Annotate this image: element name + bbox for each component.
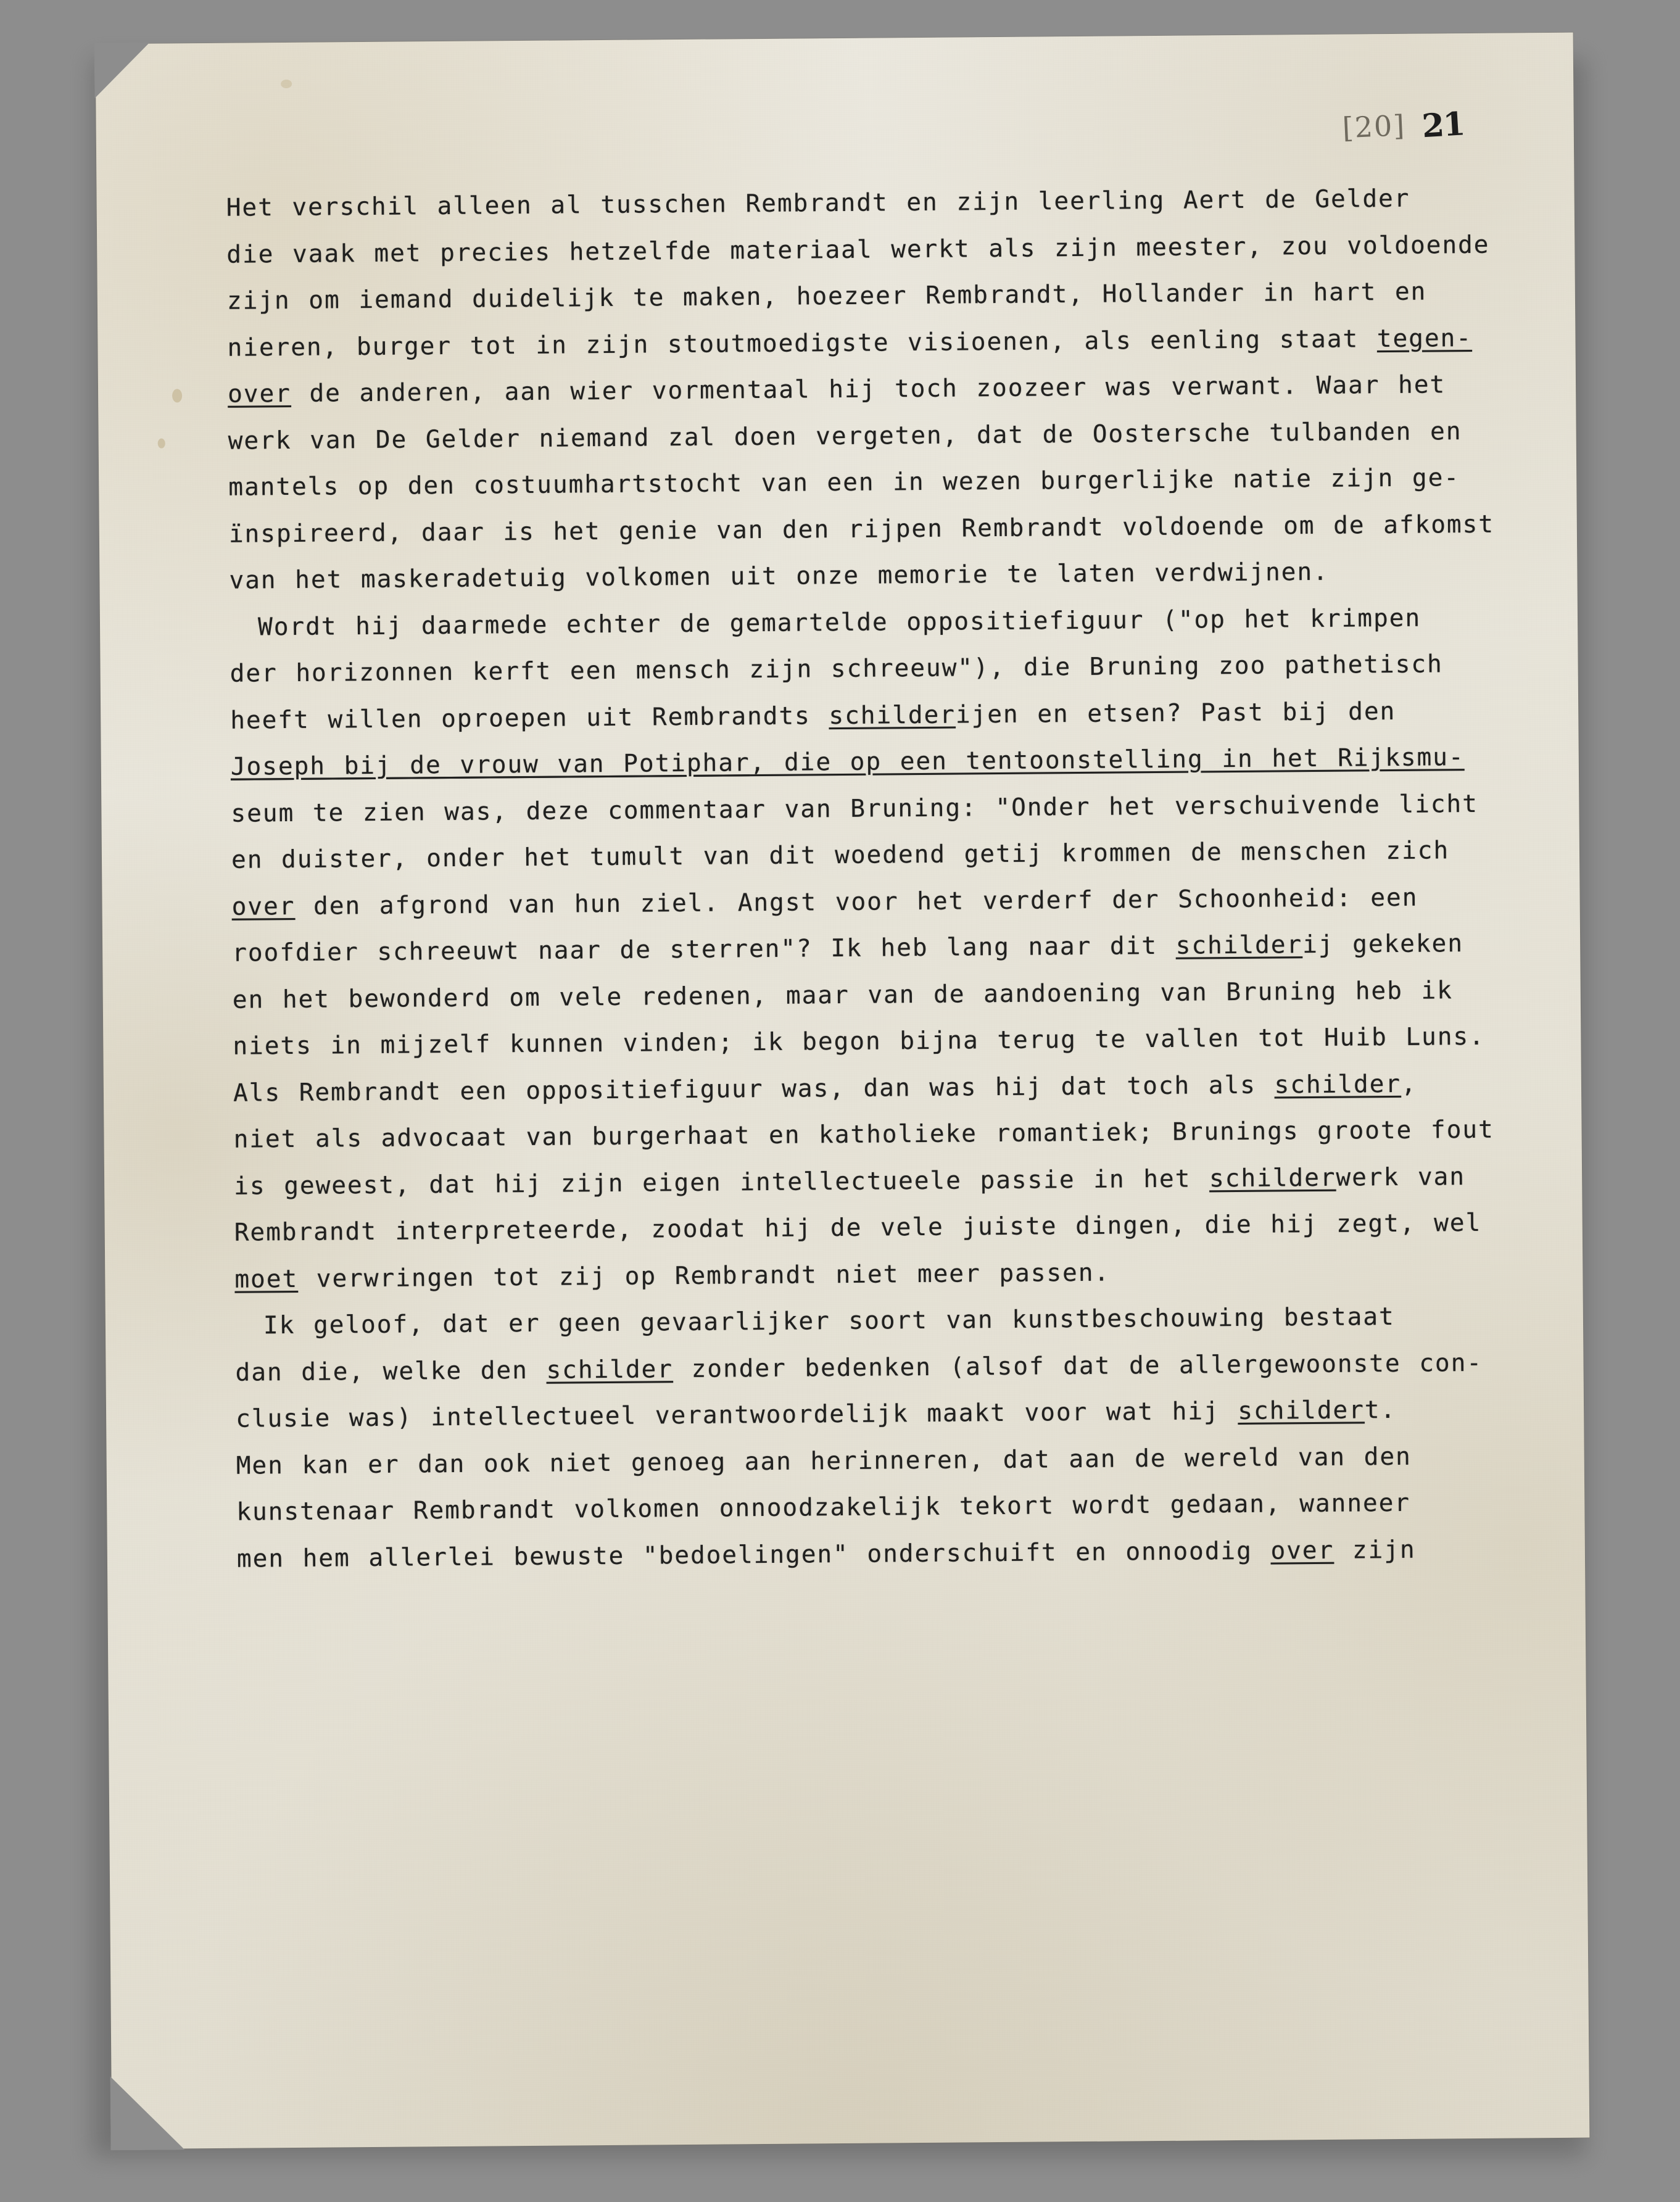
line: men hem allerlei bewuste "bedoelingen" onderschuift en onnoodig over zijn	[236, 1535, 1416, 1573]
line: Ik geloof, dat er geen gevaarlijker soort van kunstbeschouwing bestaat	[263, 1302, 1395, 1340]
paragraph-2	[230, 594, 1506, 1303]
line: niets in mijzelf kunnen vinden; ik begon bijna terug te vallen tot Huib Luns.	[233, 1022, 1485, 1061]
line: kunstenaar Rembrandt volkomen onnoodzakelijk tekort wordt gedaan, wanneer	[236, 1488, 1411, 1526]
line: Men kan er dan ook niet genoeg aan herinneren, dat aan de wereld van den	[236, 1442, 1412, 1480]
line: der horizonnen kerft een mensch zijn schreeuw"), die Bruning zoo pathetisch	[230, 650, 1443, 688]
paper-stain	[158, 439, 165, 449]
line: en duister, onder het tumult van dit woedend getij krommen de menschen zich	[231, 836, 1450, 874]
line: mantels op den costuumhartstocht van een in wezen burgerlijke natie zijn ge-	[228, 463, 1460, 502]
typescript-body	[226, 175, 1508, 1583]
line: werk van De Gelder niemand zal doen vergeten, dat de Oostersche tulbanden en	[228, 416, 1462, 455]
line: is geweest, dat hij zijn eigen intellectueele passie in het schilderwerk van	[234, 1162, 1466, 1201]
line: niet als advocaat van burgerhaat en katholieke romantiek; Brunings groote fout	[233, 1115, 1494, 1154]
line: die vaak met precies hetzelfde materiaal werkt als zijn meester, zou voldoende	[226, 230, 1490, 269]
line: seum te zien was, deze commentaar van Bruning: "Onder het verschuivende licht	[231, 789, 1478, 828]
line: dan die, welke den schilder zonder bedenken (alsof dat de allergewoonste con-	[235, 1348, 1483, 1387]
line: Wordt hij daarmede echter de gemartelde oppositiefiguur ("op het krimpen	[257, 603, 1421, 641]
line: heeft willen oproepen uit Rembrandts schilderijen en etsen? Past bij den	[230, 697, 1396, 735]
folio-stamp-number: 21	[1420, 105, 1465, 146]
paragraph-1	[226, 175, 1500, 605]
line: over de anderen, aan wier vormentaal hij toch zoozeer was verwant. Waar het	[227, 370, 1446, 408]
paragraph-3	[235, 1293, 1508, 1583]
folio-pencil-number: [20]	[1341, 109, 1407, 145]
line: Als Rembrandt een oppositiefiguur was, dan was hij dat toch als schilder,	[233, 1069, 1417, 1107]
typescript-page	[96, 33, 1590, 2150]
line: over den afgrond van hun ziel. Angst voor het verderf der Schoonheid: een	[231, 883, 1418, 921]
line-text: nieren, burger tot in zijn stoutmoedigste visioenen, als eenling staat tegen-	[227, 323, 1473, 362]
folio-numbers	[1343, 106, 1464, 145]
line: Rembrandt interpreteerde, zoodat hij de vele juiste dingen, die hij zegt, wel	[234, 1208, 1482, 1247]
line: Het verschil alleen al tusschen Rembrandt en zijn leerling Aert de Gelder	[226, 184, 1410, 222]
paper-stain	[281, 80, 292, 88]
line: van het maskeradetuig volkomen uit onze memorie te laten verdwijnen.	[229, 557, 1329, 595]
torn-corner-top-left	[94, 43, 151, 99]
torn-corner-bottom-left	[110, 2076, 185, 2150]
line-with-underline	[227, 323, 1472, 362]
line: roofdier schreeuwt naar de sterren"? Ik heb lang naar dit schilderij gekeken	[232, 929, 1464, 967]
line: en het bewonderd om vele redenen, maar van de aandoening van Bruning heb ik	[232, 975, 1454, 1014]
paper-stain	[172, 389, 182, 402]
line-underlined-title: Joseph bij de vrouw van Potiphar, die op een tentoonstelling in het Rijksmu-	[230, 743, 1465, 781]
line: ïnspireerd, daar is het genie van den rijpen Rembrandt voldoende om de afkomst	[228, 510, 1495, 548]
line: zijn om iemand duidelijk te maken, hoezeer Rembrandt, Hollander in hart en	[226, 277, 1427, 315]
line: clusie was) intellectueel verantwoordelijk maakt voor wat hij schildert.	[235, 1395, 1397, 1433]
line: moet verwringen tot zij op Rembrandt niet meer passen.	[234, 1258, 1111, 1294]
